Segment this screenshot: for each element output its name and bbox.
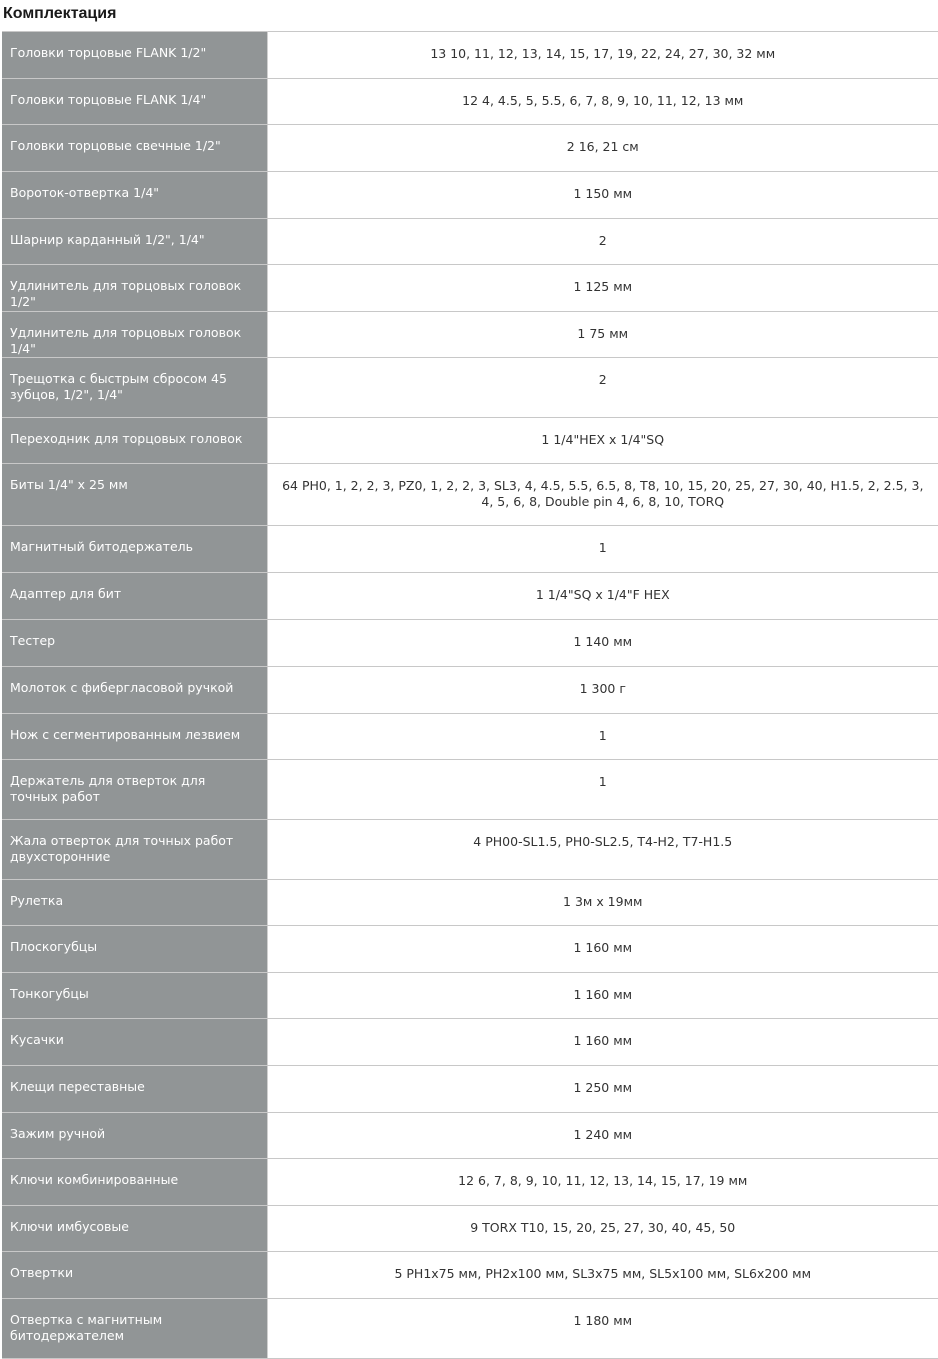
- row-label: Кусачки: [1, 1019, 267, 1066]
- table-row: [1, 714, 938, 760]
- table-row: [1, 573, 938, 620]
- table-row: [1, 620, 938, 667]
- row-value: 5 PH1x75 мм, PH2x100 мм, SL3x75 мм, SL5x100 мм, SL6x200 мм: [267, 1252, 938, 1299]
- row-value: 2: [267, 219, 938, 265]
- row-value: 1 180 мм: [267, 1299, 938, 1359]
- row-label: Тонкогубцы: [1, 973, 267, 1019]
- table-row: [1, 1019, 938, 1066]
- row-label: Плоскогубцы: [1, 926, 267, 973]
- table-row: [1, 1206, 938, 1252]
- row-value: 2 16, 21 см: [267, 125, 938, 172]
- table-row: [1, 926, 938, 973]
- row-label: Адаптер для бит: [1, 573, 267, 620]
- row-value: 2: [267, 358, 938, 418]
- row-value: 1: [267, 760, 938, 820]
- row-label: Ключи имбусовые: [1, 1206, 267, 1252]
- row-label: Нож с сегментированным лезвием: [1, 714, 267, 760]
- table-row: [1, 358, 938, 418]
- row-label: Клещи переставные: [1, 1066, 267, 1113]
- table-row: [1, 219, 938, 265]
- row-value: 1 150 мм: [267, 172, 938, 219]
- row-value: 1 1/4"HEX x 1/4"SQ: [267, 418, 938, 464]
- row-value: 1 300 г: [267, 667, 938, 714]
- row-value: 1 160 мм: [267, 973, 938, 1019]
- table-row: [1, 880, 938, 926]
- table-row: [1, 32, 938, 79]
- row-label: Вороток-отвертка 1/4": [1, 172, 267, 219]
- row-label: Удлинитель для торцовых головок 1/4": [1, 312, 267, 358]
- row-label: Головки торцовые FLANK 1/4": [1, 79, 267, 125]
- row-value: 64 PH0, 1, 2, 2, 3, PZ0, 1, 2, 2, 3, SL3, 4, 4.5, 5.5, 6.5, 8, T8, 10, 15, 20, 25, 27, 30, 40, H1.5, 2, 2.5, 3, 4, 5, 6, 8, Double pin 4, 6, 8, 10, TORQ: [267, 464, 938, 526]
- row-label: Жала отверток для точных работ двухсторонние: [1, 820, 267, 880]
- row-label: Трещотка с быстрым сбросом 45 зубцов, 1/2", 1/4": [1, 358, 267, 418]
- row-value: 1 140 мм: [267, 620, 938, 667]
- row-label: Биты 1/4" x 25 мм: [1, 464, 267, 526]
- table-row: [1, 1159, 938, 1206]
- row-label: Удлинитель для торцовых головок 1/2": [1, 265, 267, 312]
- table-row: [1, 125, 938, 172]
- table-row: [1, 760, 938, 820]
- row-value: 1 125 мм: [267, 265, 938, 312]
- table-row: [1, 312, 938, 358]
- row-value: 1 250 мм: [267, 1066, 938, 1113]
- spec-table: [0, 31, 938, 1359]
- row-label: Рулетка: [1, 880, 267, 926]
- row-value: 9 TORX T10, 15, 20, 25, 27, 30, 40, 45, 50: [267, 1206, 938, 1252]
- table-row: [1, 79, 938, 125]
- row-label: Тестер: [1, 620, 267, 667]
- row-value: 1 160 мм: [267, 926, 938, 973]
- table-row: [1, 464, 938, 526]
- table-row: [1, 820, 938, 880]
- table-row: [1, 1113, 938, 1159]
- row-label: Головки торцовые свечные 1/2": [1, 125, 267, 172]
- row-value: 12 4, 4.5, 5, 5.5, 6, 7, 8, 9, 10, 11, 12, 13 мм: [267, 79, 938, 125]
- table-row: [1, 973, 938, 1019]
- table-row: [1, 1252, 938, 1299]
- row-label: Держатель для отверток для точных работ: [1, 760, 267, 820]
- row-value: 1 1/4"SQ x 1/4"F HEX: [267, 573, 938, 620]
- row-value: 1 240 мм: [267, 1113, 938, 1159]
- table-row: [1, 526, 938, 573]
- row-label: Шарнир карданный 1/2", 1/4": [1, 219, 267, 265]
- row-value: 4 PH00-SL1.5, PH0-SL2.5, T4-H2, T7-H1.5: [267, 820, 938, 880]
- row-label: Переходник для торцовых головок: [1, 418, 267, 464]
- row-value: 12 6, 7, 8, 9, 10, 11, 12, 13, 14, 15, 17, 19 мм: [267, 1159, 938, 1206]
- row-label: Отвертка с магнитным битодержателем: [1, 1299, 267, 1359]
- row-value: 1 3м x 19мм: [267, 880, 938, 926]
- row-value: 1 160 мм: [267, 1019, 938, 1066]
- row-label: Отвертки: [1, 1252, 267, 1299]
- table-row: [1, 1066, 938, 1113]
- section-title: Комплектация: [3, 5, 117, 22]
- row-label: Молоток с фибергласовой ручкой: [1, 667, 267, 714]
- table-row: [1, 172, 938, 219]
- row-label: Головки торцовые FLANK 1/2": [1, 32, 267, 79]
- row-label: Зажим ручной: [1, 1113, 267, 1159]
- row-label: Ключи комбинированные: [1, 1159, 267, 1206]
- table-row: [1, 265, 938, 312]
- row-value: 13 10, 11, 12, 13, 14, 15, 17, 19, 22, 24, 27, 30, 32 мм: [267, 32, 938, 79]
- row-value: 1: [267, 714, 938, 760]
- row-value: 1: [267, 526, 938, 573]
- table-row: [1, 667, 938, 714]
- table-row: [1, 1299, 938, 1359]
- row-value: 1 75 мм: [267, 312, 938, 358]
- table-row: [1, 418, 938, 464]
- row-label: Магнитный битодержатель: [1, 526, 267, 573]
